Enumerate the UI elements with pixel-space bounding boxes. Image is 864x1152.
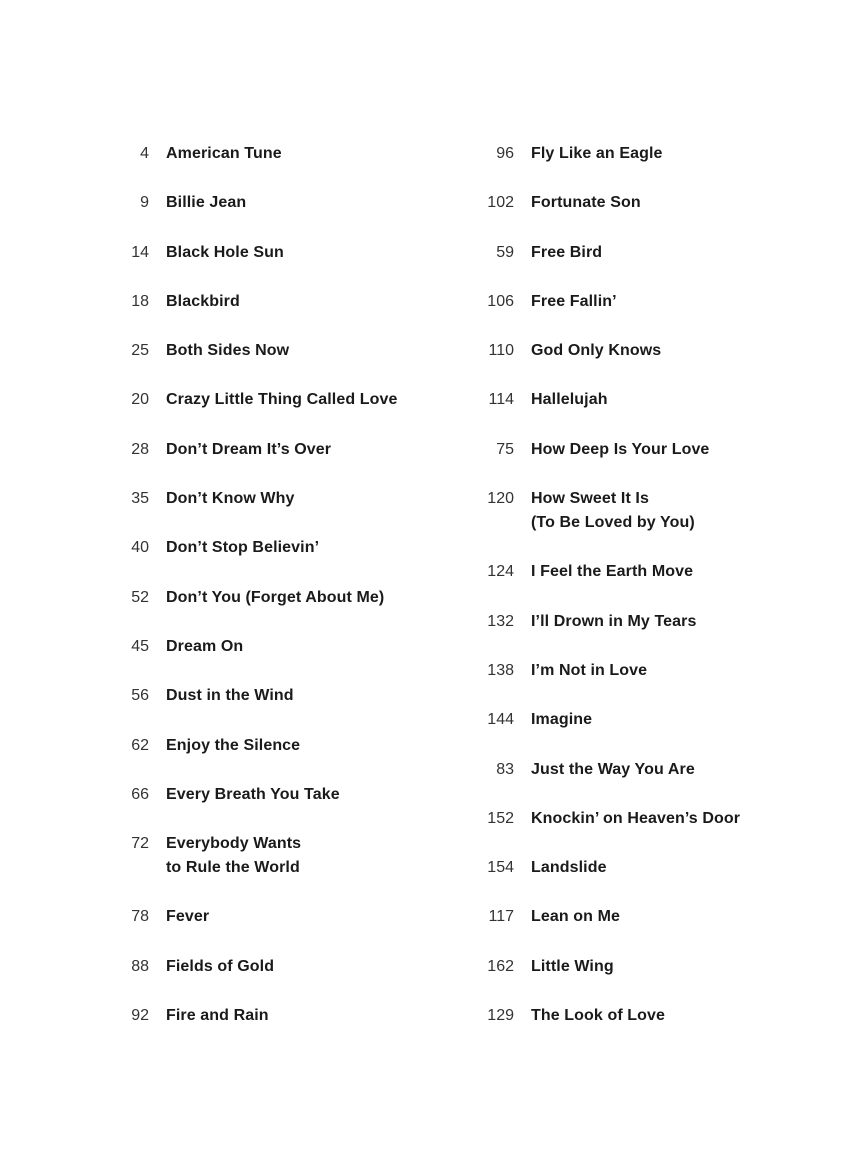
toc-entry[interactable] [483, 955, 843, 979]
song-title [531, 438, 709, 462]
song-title-line: How Sweet It Is [531, 490, 649, 508]
song-title-line: I’m Not in Love [531, 661, 648, 679]
song-title-line: Imagine [531, 711, 593, 729]
song-title-line: Crazy Little Thing Called Love [166, 391, 398, 409]
song-title [166, 339, 289, 363]
toc-entry[interactable] [483, 708, 843, 732]
song-title [166, 191, 246, 215]
song-title [531, 191, 641, 215]
song-title-line: Dream On [166, 637, 244, 655]
page-number: 14 [131, 243, 149, 261]
song-title-line: Landslide [531, 859, 607, 877]
toc-entry[interactable] [118, 832, 478, 880]
song-title-line: The Look of Love [531, 1007, 666, 1025]
toc-column-right [483, 142, 843, 1053]
song-title-line: American Tune [166, 145, 282, 162]
toc-entry[interactable] [118, 1004, 478, 1028]
song-title [531, 659, 647, 683]
toc-entry[interactable] [483, 905, 843, 929]
song-title [166, 536, 319, 560]
song-title [531, 708, 592, 732]
song-title [166, 783, 340, 807]
song-title-line: Fields of Gold [166, 957, 275, 975]
song-title [531, 758, 695, 782]
toc-entry[interactable] [483, 241, 843, 265]
song-title [166, 905, 209, 929]
toc-entry[interactable] [118, 438, 478, 462]
page-number: 52 [131, 588, 149, 606]
page-number: 138 [487, 661, 514, 679]
page-number: 114 [488, 391, 514, 409]
song-title-line: Lean on Me [531, 908, 621, 926]
toc-entry[interactable] [483, 758, 843, 782]
toc-entry[interactable] [118, 905, 478, 929]
page-number: 40 [131, 539, 149, 557]
song-title-line: Fire and Rain [166, 1007, 269, 1025]
song-title [166, 388, 397, 412]
song-title [531, 388, 608, 412]
song-title-line: Billie Jean [166, 194, 247, 212]
toc-entry[interactable] [483, 191, 843, 215]
page-number: 144 [487, 711, 514, 729]
song-title [166, 635, 243, 659]
song-title-line: Knockin’ on Heaven’s Door [531, 809, 741, 827]
song-title [531, 1004, 665, 1028]
song-title [166, 955, 274, 979]
song-title-line: Everybody Wants [166, 835, 302, 853]
song-title-line: (To Be Loved by You) [531, 514, 695, 532]
toc-entry[interactable] [118, 536, 478, 560]
song-title-line: Free Bird [531, 243, 603, 261]
toc-entry[interactable] [118, 684, 478, 708]
page-number: 72 [131, 835, 149, 853]
song-title-line: Enjoy the Silence [166, 736, 301, 754]
page-number: 25 [131, 342, 149, 360]
page-number: 18 [131, 292, 149, 310]
page-number: 56 [131, 687, 149, 705]
song-title [531, 856, 607, 880]
toc-entry[interactable] [118, 290, 478, 314]
song-title [166, 438, 331, 462]
page-number: 75 [496, 440, 514, 458]
song-title [531, 290, 617, 314]
page-number: 62 [131, 736, 149, 754]
toc-entry[interactable] [118, 388, 478, 412]
song-title-line: Both Sides Now [166, 342, 290, 360]
song-title [166, 487, 295, 511]
toc-entry[interactable] [483, 487, 843, 535]
song-title [531, 807, 740, 831]
page-number: 117 [488, 908, 514, 926]
toc-entry[interactable] [483, 807, 843, 831]
page-number: 129 [487, 1007, 514, 1025]
song-title [531, 955, 614, 979]
song-title [531, 487, 695, 535]
song-title [531, 142, 663, 166]
page-number: 20 [131, 391, 149, 409]
page-number: 162 [487, 957, 514, 975]
page-number: 9 [140, 194, 149, 212]
toc-entry[interactable] [483, 560, 843, 584]
song-title [166, 142, 282, 166]
toc-entry[interactable] [118, 191, 478, 215]
song-title-line: I Feel the Earth Move [531, 563, 694, 581]
toc-entry[interactable] [483, 1004, 843, 1028]
song-title-line: Don’t Know Why [166, 490, 295, 508]
toc-entry[interactable] [483, 856, 843, 880]
song-title [531, 339, 661, 363]
page-number: 124 [487, 563, 514, 581]
toc-entry[interactable] [118, 487, 478, 511]
song-title-line: Blackbird [166, 292, 240, 310]
song-title-line: God Only Knows [531, 342, 662, 360]
song-title-line: Don’t Stop Believin’ [166, 539, 320, 557]
toc-entry[interactable] [483, 659, 843, 683]
page-number: 120 [487, 490, 514, 508]
song-title-line: Free Fallin’ [531, 292, 617, 310]
toc-entry[interactable] [483, 388, 843, 412]
song-title-line: Hallelujah [531, 391, 608, 409]
page-number: 152 [487, 809, 514, 827]
page-number: 88 [131, 957, 149, 975]
song-title [166, 241, 284, 265]
toc-entry[interactable] [483, 339, 843, 363]
toc-entry[interactable] [118, 142, 478, 166]
page-number: 66 [131, 785, 149, 803]
song-title [531, 905, 620, 929]
song-title [166, 684, 294, 708]
page-number: 102 [487, 194, 514, 212]
song-title [531, 241, 602, 265]
song-title-line: Don’t Dream It’s Over [166, 440, 332, 458]
toc-column-left [118, 142, 478, 1053]
toc-entry[interactable] [483, 610, 843, 634]
page-number: 59 [496, 243, 514, 261]
page-number: 45 [131, 637, 149, 655]
page-number: 78 [131, 908, 149, 926]
toc-entry[interactable] [118, 783, 478, 807]
page-number: 92 [131, 1007, 149, 1025]
toc-entry[interactable] [118, 635, 478, 659]
song-title-line: to Rule the World [166, 859, 300, 877]
song-title-line: Dust in the Wind [166, 687, 294, 705]
page-number: 110 [488, 342, 514, 360]
song-title-line: Just the Way You Are [531, 760, 695, 778]
page-number: 132 [487, 612, 514, 630]
toc-entry[interactable] [118, 241, 478, 265]
toc-entry[interactable] [483, 142, 843, 166]
song-title-line: Fortunate Son [531, 194, 641, 212]
page-number: 28 [131, 440, 149, 458]
song-title [531, 560, 693, 584]
song-title-line: How Deep Is Your Love [531, 440, 710, 458]
song-title [166, 586, 384, 610]
page-number: 96 [496, 145, 514, 162]
page-number: 4 [140, 145, 149, 162]
toc-entry[interactable] [118, 955, 478, 979]
song-title [166, 1004, 269, 1028]
page-number: 106 [487, 292, 514, 310]
toc-entry[interactable] [118, 586, 478, 610]
song-title [531, 610, 697, 634]
song-title-line: Every Breath You Take [166, 785, 340, 803]
song-title-line: Black Hole Sun [166, 243, 284, 261]
page-number: 35 [131, 490, 149, 508]
song-title [166, 734, 300, 758]
page-number: 83 [496, 760, 514, 778]
song-title-line: Don’t You (Forget About Me) [166, 588, 385, 606]
song-title [166, 290, 240, 314]
song-title-line: Little Wing [531, 957, 614, 975]
toc-entry[interactable] [483, 438, 843, 462]
toc-entry[interactable] [118, 339, 478, 363]
toc-entry[interactable] [483, 290, 843, 314]
song-title-line: I’ll Drown in My Tears [531, 612, 697, 630]
song-title-line: Fever [166, 908, 210, 926]
song-title [166, 832, 301, 880]
toc-entry[interactable] [118, 734, 478, 758]
song-title-line: Fly Like an Eagle [531, 145, 663, 162]
page-number: 154 [487, 859, 514, 877]
